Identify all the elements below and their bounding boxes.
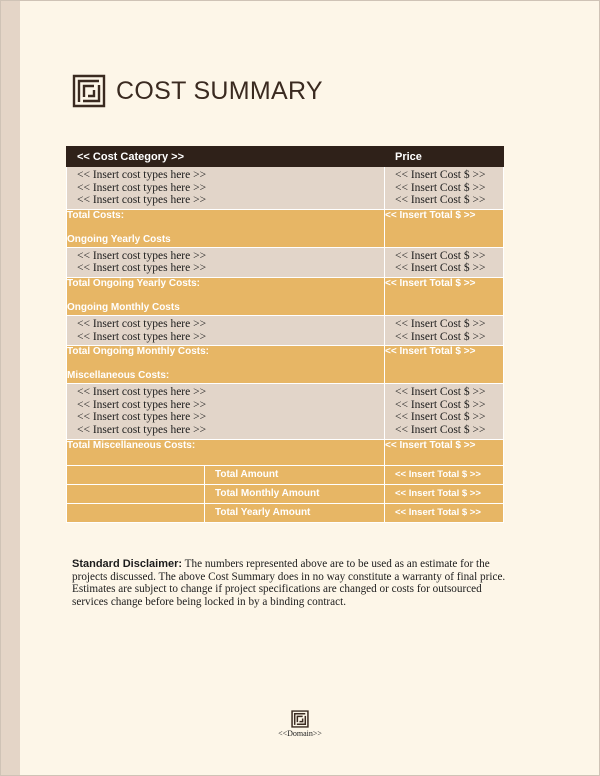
cost-type-label: << Insert cost types here >>	[77, 386, 207, 399]
square-maze-logo-icon	[72, 74, 106, 108]
section-heading: Ongoing Monthly Costs	[67, 301, 180, 313]
cost-price-value: << Insert Cost $ >>	[395, 423, 486, 436]
cost-price-value: << Insert Cost $ >>	[395, 411, 486, 424]
cost-price-value: << Insert Cost $ >>	[395, 169, 486, 181]
cost-price-value: << Insert Cost $ >>	[395, 249, 486, 262]
cost-items-row	[67, 247, 504, 277]
disclaimer	[72, 558, 512, 608]
cost-price-cell	[385, 167, 504, 210]
cost-items-row	[67, 384, 504, 439]
disclaimer-text: The numbers represented above are to be used as an estimate for the projects discussed. The above Cost Summary does in no way constitute a warranty of final price. Estimates are subject to change if project specifications are changed or costs for outsourced services change before being locked in by a binding contract.	[72, 558, 506, 608]
amount-row	[67, 503, 504, 522]
amount-spacer-cell	[67, 484, 205, 503]
left-accent-bar	[0, 0, 20, 776]
cost-items-row	[67, 315, 504, 345]
header-price: Price	[385, 147, 504, 167]
amount-value: << Insert Total $ >>	[385, 465, 504, 484]
cost-price-value: << Insert Cost $ >>	[395, 194, 486, 207]
section-total-row	[67, 277, 504, 315]
amount-label: Total Monthly Amount	[205, 484, 385, 503]
cost-price-cell	[385, 247, 504, 277]
section-total-label: Total Miscellaneous Costs:	[67, 439, 196, 451]
header-cost-category: << Cost Category >>	[67, 147, 385, 167]
cost-type-label: << Insert cost types here >>	[77, 262, 207, 275]
section-total-cell	[67, 346, 385, 384]
amount-row	[67, 465, 504, 484]
amount-label: Total Yearly Amount	[205, 503, 385, 522]
section-total-value: << Insert Total $ >>	[385, 439, 504, 465]
cost-price-value: << Insert Cost $ >>	[395, 181, 486, 194]
square-maze-logo-icon	[291, 710, 309, 728]
amount-row	[67, 484, 504, 503]
cost-price-cell	[385, 384, 504, 439]
amount-value: << Insert Total $ >>	[385, 484, 504, 503]
cost-type-label: << Insert cost types here >>	[77, 411, 207, 424]
cost-type-label: << Insert cost types here >>	[77, 249, 207, 262]
footer	[0, 710, 600, 738]
cost-summary-table	[66, 146, 504, 523]
page-header	[72, 74, 323, 108]
section-total-cell	[67, 277, 385, 315]
section-total-cell	[67, 439, 385, 465]
cost-type-label: << Insert cost types here >>	[77, 398, 207, 411]
disclaimer-heading: Standard Disclaimer:	[72, 558, 183, 570]
cost-type-cell	[67, 167, 385, 210]
cost-type-label: << Insert cost types here >>	[77, 317, 207, 330]
cost-type-label: << Insert cost types here >>	[77, 423, 207, 436]
section-heading: Miscellaneous Costs:	[67, 370, 170, 382]
table-header-row	[67, 147, 504, 167]
amount-spacer-cell	[67, 503, 205, 522]
cost-items-row	[67, 167, 504, 210]
cost-type-cell	[67, 247, 385, 277]
cost-type-cell	[67, 384, 385, 439]
section-total-label: Total Costs:	[67, 209, 125, 221]
page-title: COST SUMMARY	[116, 76, 323, 105]
section-heading: Ongoing Yearly Costs	[67, 233, 171, 245]
amount-label: Total Amount	[205, 465, 385, 484]
cost-price-value: << Insert Cost $ >>	[395, 317, 486, 330]
cost-type-label: << Insert cost types here >>	[77, 330, 207, 343]
footer-domain: <<Domain>>	[278, 729, 322, 738]
cost-type-label: << Insert cost types here >>	[77, 194, 207, 207]
cost-type-cell	[67, 315, 385, 345]
amount-value: << Insert Total $ >>	[385, 503, 504, 522]
section-total-row	[67, 439, 504, 465]
cost-price-value: << Insert Cost $ >>	[395, 386, 486, 399]
section-total-label: Total Ongoing Yearly Costs:	[67, 277, 200, 289]
cost-type-label: << Insert cost types here >>	[77, 181, 207, 194]
cost-price-value: << Insert Cost $ >>	[395, 398, 486, 411]
section-total-label: Total Ongoing Monthly Costs:	[67, 346, 210, 358]
amount-spacer-cell	[67, 465, 205, 484]
section-total-row	[67, 209, 504, 247]
section-total-cell	[67, 209, 385, 247]
section-total-value: << Insert Total $ >>	[385, 209, 504, 247]
cost-price-value: << Insert Cost $ >>	[395, 262, 486, 275]
cost-type-label: << Insert cost types here >>	[77, 169, 207, 181]
cost-price-cell	[385, 315, 504, 345]
cost-price-value: << Insert Cost $ >>	[395, 330, 486, 343]
section-total-value: << Insert Total $ >>	[385, 346, 504, 384]
section-total-value: << Insert Total $ >>	[385, 277, 504, 315]
section-total-row	[67, 346, 504, 384]
